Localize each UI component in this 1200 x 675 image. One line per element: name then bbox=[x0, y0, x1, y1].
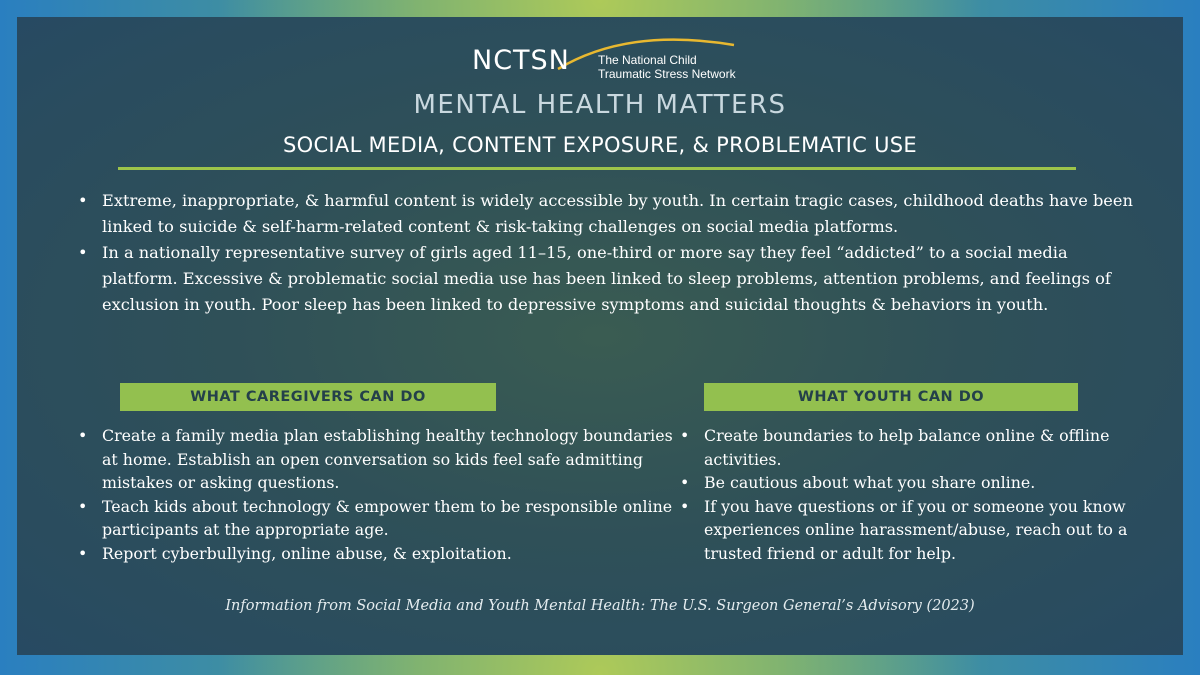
youth-item-text: Create boundaries to help balance online & offline activities. bbox=[704, 426, 1110, 469]
bullet-icon: • bbox=[78, 543, 88, 563]
bullet-icon: • bbox=[78, 426, 88, 445]
caregivers-heading: WHAT CAREGIVERS CAN DO bbox=[120, 383, 496, 411]
caregivers-list bbox=[78, 424, 678, 565]
youth-list-item bbox=[680, 495, 1160, 566]
youth-list-item bbox=[680, 424, 1160, 471]
caregivers-list-item bbox=[78, 495, 678, 542]
page-subtitle: SOCIAL MEDIA, CONTENT EXPOSURE, & PROBLEMATIC USE bbox=[283, 133, 917, 157]
youth-item-text: If you have questions or if you or someone you know experiences online harassment/abuse, reach out to a trusted friend or adult for help. bbox=[704, 496, 1128, 563]
logo-name-line1: The National Child bbox=[598, 53, 697, 67]
logo-acronym: NCTSN bbox=[472, 45, 570, 76]
bullet-icon: • bbox=[680, 496, 690, 516]
nctsn-logo bbox=[472, 33, 736, 93]
logo-name-line2: Traumatic Stress Network bbox=[598, 67, 736, 81]
intro-bullet-list bbox=[78, 188, 1138, 318]
youth-item-text: Be cautious about what you share online. bbox=[704, 473, 1036, 492]
intro-bullet-text: In a nationally representative survey of girls aged 11–15, one-third or more say they feel “addicted” to a social media platform. Excessive & problematic social media use has been linked to sleep problems, attention problems, and feelings of exclusion in youth. Poor sleep has been linked to depressive symptoms and suicidal thoughts & behaviors in youth. bbox=[102, 243, 1111, 314]
intro-bullet-item bbox=[78, 240, 1138, 318]
caregivers-item-text: Create a family media plan establishing healthy technology boundaries at home. Establish an open conversation so kids feel safe admitting mistakes or asking questions. bbox=[102, 426, 673, 492]
caregivers-item-text: Teach kids about technology & empower them to be responsible online participants at the appropriate age. bbox=[102, 496, 673, 539]
bullet-icon: • bbox=[78, 191, 88, 210]
title-divider bbox=[118, 167, 1076, 170]
bullet-icon: • bbox=[78, 243, 88, 262]
bullet-icon: • bbox=[680, 473, 690, 492]
caregivers-item-text: Report cyberbullying, online abuse, & exploitation. bbox=[102, 543, 512, 563]
bullet-icon: • bbox=[680, 426, 690, 445]
caregivers-list-item bbox=[78, 424, 678, 495]
source-footnote: Information from Social Media and Youth Mental Health: The U.S. Surgeon General’s Advisory (2023) bbox=[225, 598, 975, 614]
intro-bullet-text: Extreme, inappropriate, & harmful content is widely accessible by youth. In certain tragic cases, childhood deaths have been linked to suicide & self-harm-related content & risk-taking challenges on social media platforms. bbox=[102, 191, 1133, 236]
youth-heading: WHAT YOUTH CAN DO bbox=[704, 383, 1078, 411]
youth-list bbox=[680, 424, 1160, 565]
youth-list-item bbox=[680, 471, 1160, 495]
page-title: MENTAL HEALTH MATTERS bbox=[413, 90, 787, 120]
intro-bullet-item bbox=[78, 188, 1138, 240]
caregivers-list-item bbox=[78, 542, 678, 566]
bullet-icon: • bbox=[78, 496, 88, 516]
